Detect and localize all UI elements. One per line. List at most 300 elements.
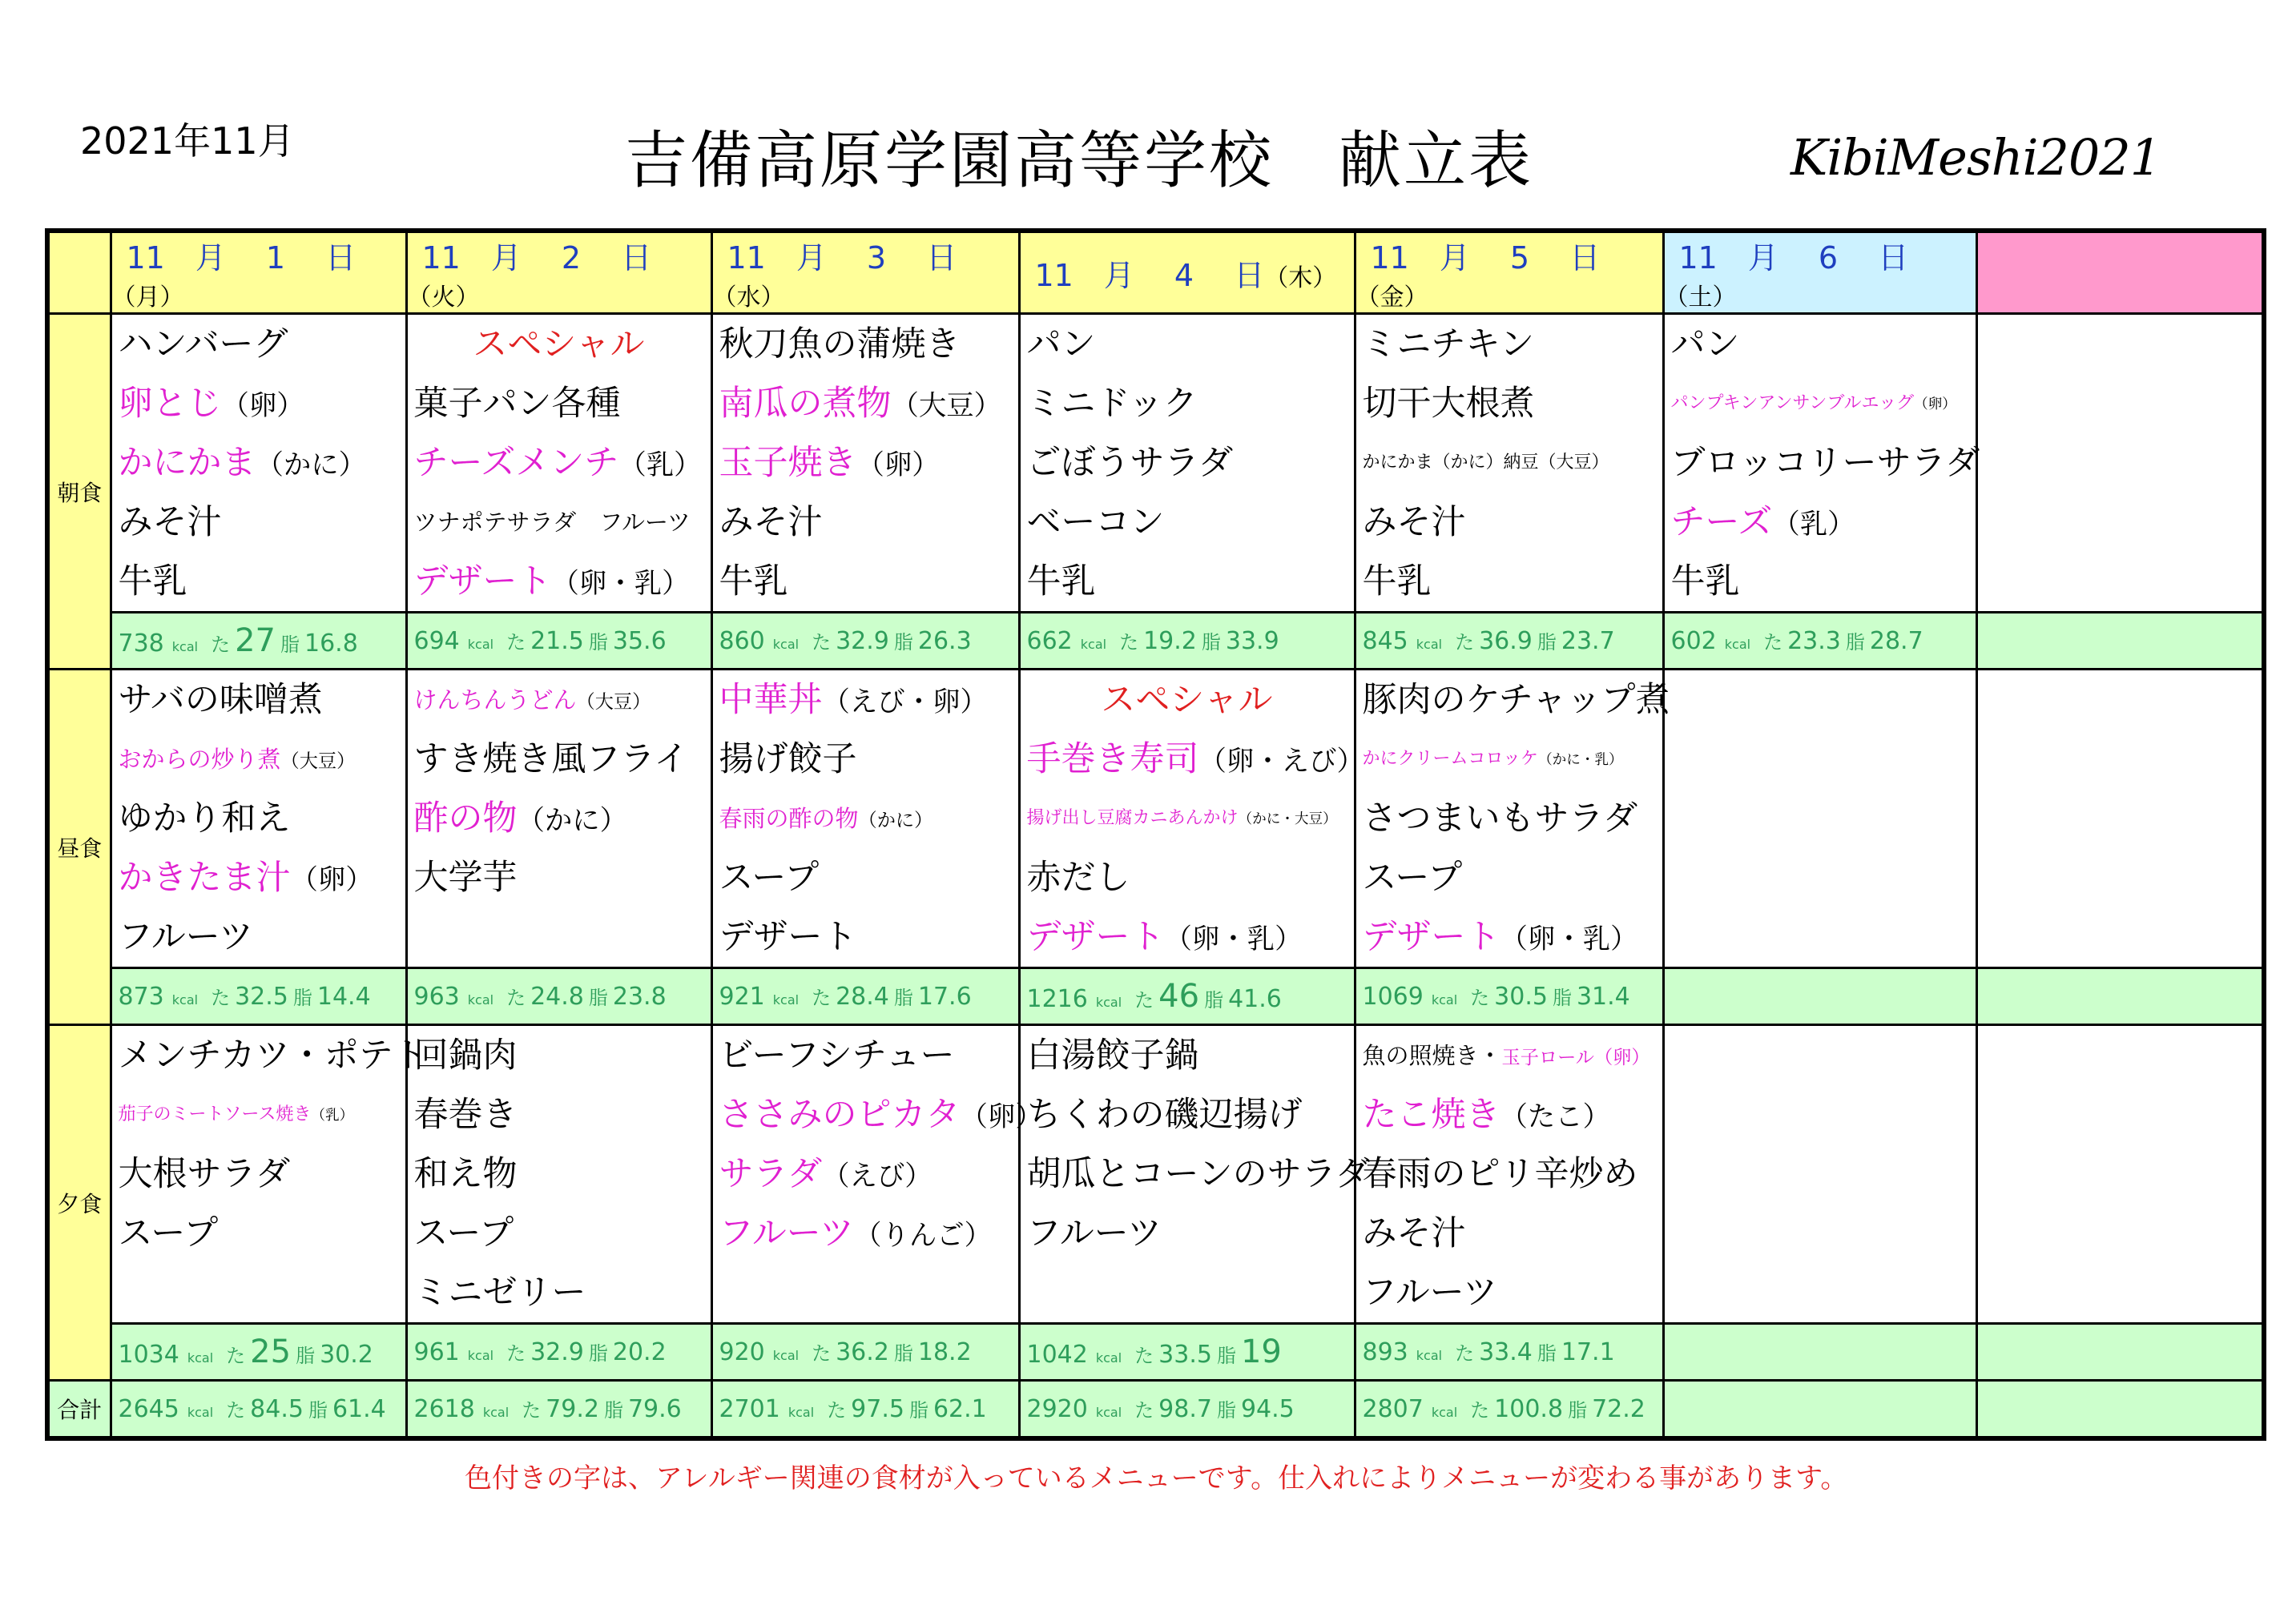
allergen-note: （大豆）: [891, 390, 1002, 422]
nutrition-cell: [711, 1324, 1019, 1381]
nutrition-cell: [1355, 1324, 1663, 1381]
allergen-note: （卵・乳）: [551, 568, 690, 600]
kcal-value: 921: [719, 983, 765, 1011]
day-header: [406, 231, 711, 314]
total-label: 合計: [47, 1381, 111, 1439]
menu-item: [1021, 848, 1354, 907]
menu-item: [713, 670, 1018, 730]
dish-name: 中華丼: [719, 680, 823, 720]
dish-name: 大根サラダ: [118, 1154, 291, 1194]
allergen-note: （乳）: [1772, 509, 1855, 541]
dish-name: 春巻き: [413, 1095, 518, 1135]
nutrition-cell: [406, 1324, 711, 1381]
allergen-note: （卵）: [1914, 396, 1956, 412]
dish-name: フルーツ: [1362, 1273, 1498, 1313]
protein-unit: た: [1455, 1342, 1475, 1365]
kcal-value: 2920: [1026, 1395, 1088, 1423]
dish-name: 秋刀魚の蒲焼き: [719, 324, 961, 364]
dish-name: 卵とじ: [118, 384, 222, 424]
allergy-note: 色付きの字は、アレルギー関連の食材が入っているメニューです。仕入れによりメニューが変わる事があります。: [465, 1462, 1848, 1494]
extra-column-cell: [1976, 670, 2264, 968]
kcal-unit: kcal: [772, 992, 800, 1008]
kcal-unit: kcal: [1431, 1405, 1458, 1420]
menu-item: [713, 1144, 1018, 1204]
protein-unit: た: [211, 987, 231, 1009]
fat-unit: 脂: [1537, 1342, 1557, 1365]
menu-item: [1021, 1085, 1354, 1144]
dish-name: ちくわの磯辺揚げ: [1026, 1095, 1303, 1135]
day-header: [1663, 231, 1976, 314]
protein-unit: た: [1470, 987, 1490, 1009]
allergen-note: 玉子ロール（卵）: [1501, 1047, 1650, 1068]
dish-name: スペシャル: [1101, 680, 1273, 720]
day-header: [711, 231, 1019, 314]
dish-name: 揚げ餃子: [719, 739, 857, 779]
nutrition-cell: [1663, 613, 1976, 670]
dish-name: かにクリームコロッケ: [1362, 749, 1539, 769]
menu-item: [1356, 493, 1662, 552]
menu-item: [1021, 789, 1354, 848]
nutrition-cell: [1663, 1324, 1976, 1381]
kcal-value: 920: [719, 1338, 765, 1366]
protein-unit: た: [506, 631, 526, 654]
protein-unit: た: [812, 631, 832, 654]
dish-name: けんちんうどん: [413, 686, 577, 714]
day-label: 11 月 5 日: [1370, 240, 1601, 276]
dinner-cell: [1355, 1025, 1663, 1324]
dish-name: パン: [1670, 324, 1740, 364]
nutrition-cell: [1355, 613, 1663, 670]
breakfast-cell: [1663, 314, 1980, 613]
menu-item: [713, 789, 1018, 848]
kcal-unit: kcal: [482, 1405, 510, 1420]
kcal-value: 1042: [1026, 1341, 1088, 1369]
kcal-unit: kcal: [467, 1348, 494, 1363]
menu-item: [1356, 789, 1662, 848]
header-corner: [47, 231, 111, 314]
menu-item: [713, 433, 1018, 493]
nutrition-cell: [1355, 1381, 1663, 1439]
dish-name: メンチカツ・ポテト: [118, 1036, 428, 1076]
fat-unit: 脂: [893, 631, 913, 654]
dish-name: パンプキンアンサンブルエッグ: [1670, 393, 1915, 413]
kcal-value: 2807: [1362, 1395, 1424, 1423]
allergen-note: （大豆）: [576, 691, 651, 713]
dish-name: デザート: [413, 561, 552, 601]
protein-unit: た: [226, 1399, 246, 1422]
menu-item: [713, 1085, 1043, 1144]
kcal-unit: kcal: [772, 637, 800, 652]
fat-unit: 脂: [893, 1342, 913, 1365]
protein-value: 36.2: [836, 1338, 889, 1366]
fat-unit: 脂: [1537, 631, 1557, 654]
kcal-unit: kcal: [1431, 992, 1458, 1008]
menu-item: [713, 493, 1018, 552]
menu-item: [1356, 670, 1670, 730]
nutrition-cell: [1019, 1381, 1355, 1439]
dish-name: 酢の物: [413, 798, 518, 839]
fat-value: 28.7: [1869, 627, 1923, 655]
nutrition-cell: [711, 1381, 1019, 1439]
protein-value: 79.2: [546, 1395, 599, 1423]
dish-name: 白湯餃子鍋: [1026, 1036, 1199, 1076]
menu-item: [112, 552, 405, 611]
protein-unit: た: [506, 1342, 526, 1365]
day-of-week: （月）: [111, 284, 184, 312]
extra-column-cell: [1976, 613, 2264, 670]
dish-name: チーズメンチ: [413, 443, 619, 483]
lunch-cell: [1663, 670, 1976, 968]
protein-value: 100.8: [1494, 1395, 1564, 1423]
allergen-note: （かに・大豆）: [1238, 811, 1337, 827]
dish-name: スープ: [413, 1213, 514, 1253]
fat-unit: 脂: [308, 1399, 328, 1422]
kcal-unit: kcal: [187, 1405, 214, 1420]
protein-value: 98.7: [1158, 1395, 1212, 1423]
dish-name: 牛乳: [1362, 561, 1432, 601]
dish-name: ごぼうサラダ: [1026, 443, 1234, 483]
fat-value: 62.1: [932, 1395, 987, 1423]
dish-name: みそ汁: [719, 502, 823, 542]
breakfast-cell: [1019, 314, 1355, 613]
protein-unit: た: [1470, 1399, 1490, 1422]
allergen-note: （りんご）: [854, 1220, 993, 1252]
protein-value: 84.5: [250, 1395, 304, 1423]
allergen-note: （大豆）: [280, 750, 356, 772]
dish-name: みそ汁: [1362, 502, 1466, 542]
dinner-cell: [111, 1025, 428, 1324]
menu-item: [1021, 1026, 1354, 1085]
fat-value: 31.4: [1576, 983, 1630, 1011]
fat-unit: 脂: [1204, 989, 1224, 1012]
kcal-unit: kcal: [467, 992, 494, 1008]
dish-name: ミニドック: [1026, 384, 1198, 424]
menu-item: [112, 1085, 405, 1144]
day-of-week: （水）: [712, 284, 785, 312]
nutrition-cell: [111, 968, 406, 1025]
kcal-unit: kcal: [787, 1405, 815, 1420]
dish-name: ツナポテサラダ フルーツ: [413, 509, 691, 536]
allergen-note: （卵・乳）: [1164, 923, 1303, 955]
nutrition-cell: [1019, 613, 1355, 670]
kcal-value: 694: [413, 627, 460, 655]
day-of-week: （土）: [1664, 284, 1737, 312]
protein-unit: た: [226, 1345, 246, 1367]
nutrition-cell: [406, 968, 711, 1025]
dish-name: ビーフシチュー: [719, 1036, 955, 1076]
extra-column-cell: [1976, 1324, 2264, 1381]
nutrition-cell: [111, 1324, 406, 1381]
protein-unit: た: [1763, 631, 1783, 654]
allergen-note: （かに）: [858, 810, 933, 831]
day-of-week: （金）: [1355, 284, 1428, 312]
protein-value: 36.9: [1479, 627, 1533, 655]
protein-value: 33.5: [1158, 1341, 1212, 1369]
menu-item: [408, 670, 711, 730]
dinner-label: 夕食: [47, 1025, 111, 1381]
dish-name: ゆかり和え: [118, 798, 291, 839]
kcal-unit: kcal: [171, 992, 199, 1008]
dish-name: 牛乳: [1026, 561, 1096, 601]
day-label: 11 月 4 日: [1034, 258, 1265, 293]
allergen-note: （えび）: [822, 1160, 932, 1193]
kcal-value: 1069: [1362, 983, 1424, 1011]
breakfast-cell: [111, 314, 406, 613]
month-label: 2021年11月: [80, 119, 295, 163]
dinner-cell: [406, 1025, 711, 1324]
fat-unit: 脂: [588, 1342, 608, 1365]
dish-name: スペシャル: [473, 324, 645, 364]
dinner-cell: [1663, 1025, 1976, 1324]
kcal-unit: kcal: [1095, 1350, 1122, 1366]
breakfast-cell: [711, 314, 1019, 613]
fat-unit: 脂: [1845, 631, 1865, 654]
protein-value: 19.2: [1143, 627, 1197, 655]
dish-name: ハンバーグ: [118, 324, 288, 364]
menu-item: [112, 493, 405, 552]
menu-item: [713, 848, 1018, 907]
extra-column-cell: [1976, 1025, 2264, 1324]
nutrition-cell: [111, 613, 406, 670]
protein-unit: た: [1455, 631, 1475, 654]
fat-value: 35.6: [612, 627, 667, 655]
fat-unit: 脂: [296, 1345, 316, 1367]
protein-value: 46: [1158, 978, 1200, 1015]
day-header: [111, 231, 406, 314]
menu-item: [112, 1026, 428, 1085]
protein-unit: た: [1134, 1399, 1154, 1422]
kcal-value: 662: [1026, 627, 1073, 655]
menu-item: [408, 848, 711, 907]
dish-name: サラダ: [719, 1154, 823, 1194]
menu-item: [112, 670, 405, 730]
allergen-note: （卵・えび）: [1198, 746, 1364, 778]
menu-item: [1021, 493, 1354, 552]
menu-item: [112, 1144, 405, 1204]
kcal-value: 961: [413, 1338, 460, 1366]
fat-unit: 脂: [893, 987, 913, 1009]
menu-item: [408, 374, 711, 433]
kcal-unit: kcal: [187, 1350, 214, 1366]
dish-name: 春雨のピリ辛炒め: [1362, 1154, 1638, 1194]
fat-value: 23.8: [612, 983, 667, 1011]
fat-value: 30.2: [320, 1341, 373, 1369]
fat-unit: 脂: [1216, 1345, 1236, 1367]
menu-item: [1356, 730, 1662, 789]
nutrition-cell: [1355, 968, 1663, 1025]
dish-name: フルーツ: [118, 917, 254, 957]
dish-name: 豚肉のケチャップ煮: [1362, 680, 1670, 720]
protein-value: 32.9: [530, 1338, 584, 1366]
dish-name: 切干大根煮: [1362, 384, 1535, 424]
dish-name: ミニチキン: [1362, 324, 1535, 364]
nutrition-cell: [1663, 968, 1976, 1025]
menu-item: [1021, 315, 1354, 374]
menu-item: [713, 730, 1018, 789]
menu-item: [112, 907, 405, 967]
fat-value: 14.4: [316, 983, 371, 1011]
menu-item: [1665, 552, 1976, 611]
dish-name: スープ: [118, 1213, 219, 1253]
protein-unit: た: [522, 1399, 542, 1422]
menu-item: [112, 730, 405, 789]
kcal-value: 873: [118, 983, 164, 1011]
dish-name: かにかま（かに）納豆（大豆）: [1362, 453, 1609, 473]
protein-value: 33.4: [1479, 1338, 1533, 1366]
dish-name: スープ: [719, 858, 820, 898]
dish-name: 大学芋: [413, 858, 518, 898]
menu-item: [112, 374, 405, 433]
kcal-value: 860: [719, 627, 765, 655]
day-header: [1019, 231, 1355, 314]
kcal-unit: kcal: [1095, 995, 1122, 1010]
lunch-cell: [1355, 670, 1670, 968]
allergen-note: （かに・乳）: [1538, 752, 1623, 768]
protein-value: 30.5: [1494, 983, 1548, 1011]
day-header: [1355, 231, 1663, 314]
dish-name: フルーツ: [1026, 1213, 1162, 1253]
menu-item: [1021, 433, 1354, 493]
dish-name: 牛乳: [719, 561, 788, 601]
menu-item: [1356, 315, 1662, 374]
extra-column-cell: [1976, 314, 2264, 613]
menu-item: [408, 730, 711, 789]
day-label: 11 月 2 日: [421, 240, 652, 276]
protein-unit: た: [812, 1342, 832, 1365]
dish-name: 牛乳: [1670, 561, 1740, 601]
dish-name: おからの炒り煮: [118, 746, 281, 773]
dish-name: 和え物: [413, 1154, 518, 1194]
kcal-unit: kcal: [772, 1348, 800, 1363]
kcal-value: 963: [413, 983, 460, 1011]
menu-item: [713, 907, 1018, 967]
dish-name: 菓子パン各種: [413, 384, 621, 424]
allergen-note: （卵）: [960, 1101, 1043, 1133]
fat-unit: 脂: [292, 987, 312, 1009]
menu-item: [1665, 433, 1980, 493]
kcal-unit: kcal: [1416, 1348, 1443, 1363]
menu-item: [408, 315, 711, 374]
dish-name: チーズ: [1670, 502, 1773, 542]
allergen-note: （乳）: [618, 449, 702, 481]
fat-unit: 脂: [1552, 987, 1572, 1009]
dish-name: 赤だし: [1026, 858, 1130, 898]
menu-item: [1356, 848, 1662, 907]
protein-unit: た: [211, 634, 231, 656]
dish-name: かきたま汁: [118, 858, 291, 898]
dish-name: みそ汁: [1362, 1213, 1466, 1253]
menu-item: [1021, 1204, 1354, 1263]
dish-name: 茄子のミートソース焼き: [118, 1104, 312, 1124]
menu-item: [112, 433, 405, 493]
fat-unit: 脂: [1201, 631, 1221, 654]
kcal-value: 893: [1362, 1338, 1408, 1366]
extra-column-cell: [1976, 1381, 2264, 1439]
kibimeshi-logo: KibiMeshi2021: [1790, 128, 2161, 187]
dish-name: たこ焼き: [1362, 1095, 1500, 1135]
lunch-cell: [406, 670, 711, 968]
kcal-value: 1034: [118, 1341, 179, 1369]
kcal-unit: kcal: [1416, 637, 1443, 652]
nutrition-cell: [711, 613, 1019, 670]
allergen-note: （かに）: [256, 449, 367, 481]
menu-item: [1356, 552, 1662, 611]
lunch-cell: [111, 670, 406, 968]
menu-item: [1665, 374, 1976, 433]
dish-name: 牛乳: [118, 561, 187, 601]
dish-name: 南瓜の煮物: [719, 384, 892, 424]
protein-value: 32.5: [235, 983, 288, 1011]
breakfast-cell: [1355, 314, 1663, 613]
kcal-unit: kcal: [1724, 637, 1751, 652]
dish-name: 手巻き寿司: [1026, 739, 1199, 779]
protein-value: 25: [250, 1333, 292, 1370]
menu-item: [112, 848, 405, 907]
menu-item: [1356, 1263, 1662, 1322]
protein-value: 21.5: [530, 627, 584, 655]
nutrition-cell: [111, 1381, 406, 1439]
nutrition-cell: [1019, 968, 1355, 1025]
lunch-cell: [1019, 670, 1364, 968]
kcal-value: 738: [118, 629, 164, 658]
dish-name: さつまいもサラダ: [1362, 798, 1638, 839]
fat-value: 72.2: [1592, 1395, 1645, 1423]
menu-table: [45, 228, 2266, 1441]
menu-item: [408, 1144, 711, 1204]
protein-unit: た: [506, 987, 526, 1009]
fat-value: 33.9: [1225, 627, 1279, 655]
dish-name: ミニゼリー: [413, 1273, 586, 1313]
fat-value: 79.6: [627, 1395, 682, 1423]
dish-name: デザート: [719, 917, 857, 957]
menu-item: [1021, 1144, 1371, 1204]
menu-item: [1665, 315, 1976, 374]
menu-item: [713, 315, 1018, 374]
menu-item: [408, 1204, 711, 1263]
kcal-value: 1216: [1026, 985, 1088, 1013]
fat-unit: 脂: [588, 631, 608, 654]
menu-item: [1021, 374, 1354, 433]
dish-name: デザート: [1362, 917, 1500, 957]
menu-item: [1356, 374, 1662, 433]
fat-value: 26.3: [917, 627, 972, 655]
menu-item: [713, 1026, 1018, 1085]
protein-value: 97.5: [851, 1395, 904, 1423]
protein-value: 23.3: [1787, 627, 1841, 655]
kcal-value: 2645: [118, 1395, 179, 1423]
menu-item: [1665, 493, 1976, 552]
menu-item: [408, 433, 711, 493]
lunch-label: 昼食: [47, 670, 111, 1025]
menu-item: [112, 789, 405, 848]
dish-name: 胡瓜とコーンのサラダ: [1026, 1154, 1371, 1194]
menu-item: [1021, 730, 1364, 789]
dish-name: 揚げ出し豆腐カニあんかけ: [1026, 808, 1239, 828]
dish-name: ささみのピカタ: [719, 1095, 961, 1135]
menu-item: [1356, 1085, 1662, 1144]
dish-name: 回鍋肉: [413, 1036, 518, 1076]
dish-name: かにかま: [118, 443, 256, 483]
allergen-note: （卵）: [221, 390, 304, 422]
extra-column-header: [1976, 231, 2264, 314]
kcal-value: 602: [1670, 627, 1717, 655]
menu-item: [408, 1026, 711, 1085]
kcal-value: 845: [1362, 627, 1408, 655]
allergen-note: （たこ）: [1500, 1101, 1611, 1133]
menu-item: [1021, 907, 1354, 967]
allergen-note: （乳）: [311, 1108, 354, 1124]
dish-name: ベーコン: [1026, 502, 1165, 542]
